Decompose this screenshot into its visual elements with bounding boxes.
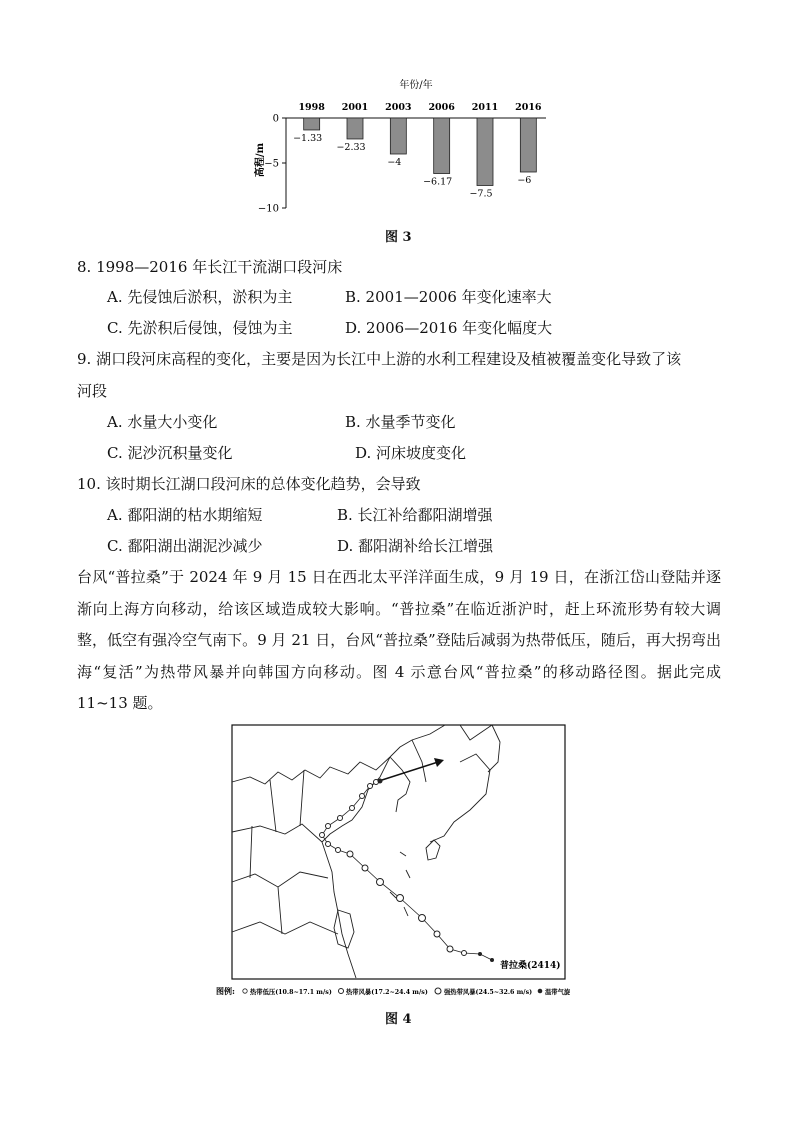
q10-option-c[interactable]: C. 鄱阳湖出湖泥沙减少 <box>107 537 263 555</box>
legend-title: 图例: <box>216 986 235 996</box>
y-tick-label: −10 <box>257 203 279 215</box>
legend-etc-icon <box>538 989 543 994</box>
track-point <box>378 779 383 784</box>
track-point <box>326 842 331 847</box>
map-legend <box>216 986 571 996</box>
figure-3-bar-chart <box>230 72 550 222</box>
track-point <box>490 958 494 962</box>
y-tick-label: −5 <box>264 158 279 170</box>
q10-stem: 10. 该时期长江湖口段河床的总体变化趋势，会导致 <box>77 475 421 493</box>
track-point <box>362 865 368 871</box>
q10-option-a[interactable]: A. 鄱阳湖的枯水期缩短 <box>107 506 263 524</box>
q9-option-b[interactable]: B. 水量季节变化 <box>345 413 456 431</box>
q9-option-c[interactable]: C. 泥沙沉积量变化 <box>107 444 233 462</box>
legend-item-sts: 强热带风暴(24.5~32.6 m/s) <box>444 989 533 996</box>
q10-option-d[interactable]: D. 鄱阳湖补给长江增强 <box>337 537 494 555</box>
figure-4-caption: 图 4 <box>385 1012 412 1027</box>
figure-4-typhoon-map <box>216 722 571 1002</box>
track-point <box>419 915 426 922</box>
legend-item-etc: 温带气旋 <box>545 989 571 996</box>
q9-option-d[interactable]: D. 河床坡度变化 <box>355 444 467 462</box>
map-frame <box>232 725 565 979</box>
legend-item-ts: 热带风暴(17.2~24.4 m/s) <box>346 989 428 996</box>
y-tick-label: 0 <box>272 113 279 125</box>
category-label: 2006 <box>428 102 455 113</box>
category-label: 2001 <box>341 102 369 113</box>
track-point <box>462 951 467 956</box>
q8-option-a[interactable]: A. 先侵蚀后淤积，淤积为主 <box>107 288 293 306</box>
category-label: 2016 <box>515 102 542 113</box>
top-axis-label: 年份/年 <box>399 80 433 91</box>
q9-stem-line-2: 河段 <box>77 382 108 400</box>
track-point <box>320 833 325 838</box>
track-point <box>360 794 365 799</box>
q8-option-d[interactable]: D. 2006—2016 年变化幅度大 <box>345 319 553 337</box>
track-point <box>326 824 331 829</box>
value-label: −7.5 <box>469 188 493 200</box>
q10-option-b[interactable]: B. 长江补给鄱阳湖增强 <box>337 506 493 524</box>
bar-2016 <box>520 118 536 172</box>
category-label: 1998 <box>298 102 325 113</box>
figure-3-caption: 图 3 <box>385 230 412 245</box>
legend-item-td: 热带低压(10.8~17.1 m/s) <box>250 989 332 996</box>
bar-1998 <box>304 118 320 130</box>
legend-ts-icon <box>339 989 344 994</box>
q8-option-c[interactable]: C. 先淤积后侵蚀，侵蚀为主 <box>107 319 293 337</box>
q8-option-b[interactable]: B. 2001—2006 年变化速率大 <box>345 288 552 306</box>
legend-sts-icon <box>435 988 441 994</box>
typhoon-passage: 台风“普拉桑”于 2024 年 9 月 15 日在西北太平洋洋面生成，9 月 19 日，在浙江岱山登陆并逐渐向上海方向移动，给该区域造成较大影响。“普拉桑”在临近浙沪时，赶上环流形势有较大调整，低空有强冷空气南下。9 月 21 日，台风“普拉桑”登陆后减弱为热带低压，随后，再大拐弯出海“复活”为热带风暴并向韩国方向移动。图 4 示意台风“普拉桑”的移动路径图。据此完成 11~13 题。 <box>77 568 721 712</box>
bar-2003 <box>390 118 406 154</box>
category-label: 2003 <box>385 102 412 113</box>
track-point <box>368 784 373 789</box>
value-label: −6.17 <box>423 176 453 188</box>
track-point <box>397 895 404 902</box>
value-label: −2.33 <box>336 141 366 153</box>
category-label: 2011 <box>471 102 499 113</box>
track-point <box>347 851 353 857</box>
track-point <box>338 816 343 821</box>
q8-stem: 8. 1998—2016 年长江干流湖口段河床 <box>77 258 343 276</box>
legend-td-icon <box>243 989 247 993</box>
value-label: −6 <box>517 175 532 186</box>
bar-2001 <box>347 118 363 139</box>
q9-stem-line-1: 9. 湖口段河床高程的变化，主要是因为长江中上游的水利工程建设及植被覆盖变化导致了该 <box>77 350 682 368</box>
track-point <box>478 952 482 956</box>
value-label: −4 <box>387 157 402 168</box>
value-label: −1.33 <box>293 132 323 144</box>
track-point <box>336 848 341 853</box>
track-point <box>350 806 355 811</box>
bar-2006 <box>434 118 450 174</box>
track-point <box>447 946 453 952</box>
y-axis-label: 高程/m <box>255 142 266 178</box>
track-point <box>434 931 440 937</box>
bar-2011 <box>477 118 493 186</box>
q9-option-a[interactable]: A. 水量大小变化 <box>107 413 218 431</box>
typhoon-label: 普拉桑(2414) <box>500 961 561 971</box>
track-point <box>377 879 384 886</box>
